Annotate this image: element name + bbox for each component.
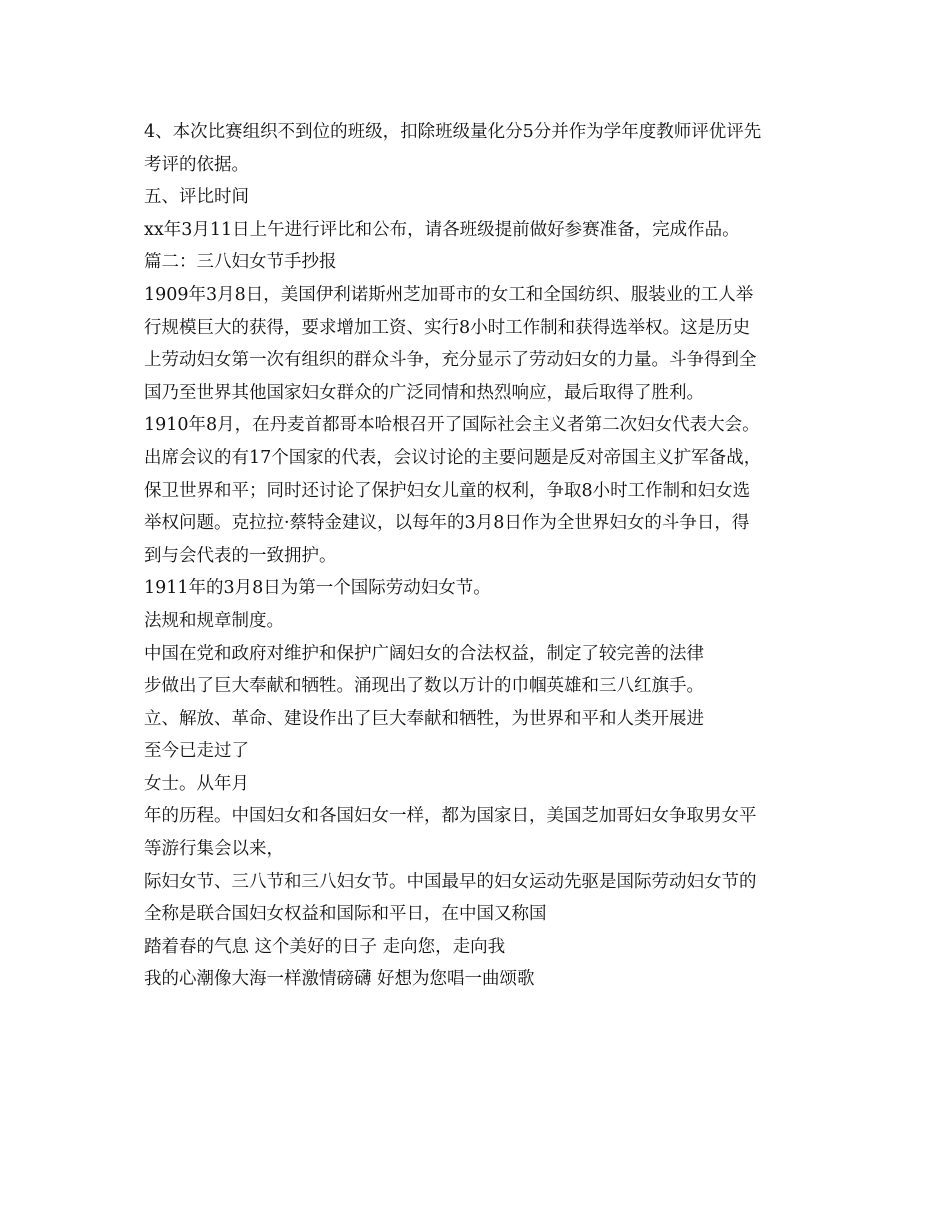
- text-line: 中国在党和政府对维护和保护广阔妇女的合法权益，制定了较完善的法律: [144, 643, 704, 664]
- text-line: 上劳动妇女第一次有组织的群众斗争，充分显示了劳动妇女的力量。斗争得到全: [144, 350, 757, 371]
- text-line: 4、本次比赛组织不到位的班级，扣除班级量化分5分并作为学年度教师评优评先: [144, 122, 762, 142]
- text-line: 立、解放、革命、建设作出了巨大奉献和牺牲，为世界和平和人类开展进: [144, 708, 704, 729]
- text-line: 国乃至世界其他国家妇女群众的广泛同情和热烈响应，最后取得了胜利。: [144, 382, 704, 403]
- text-line: 年的历程。中国妇女和各国妇女一样，都为国家日，美国芝加哥妇女争取男女平: [144, 806, 757, 827]
- text-line: 步做出了巨大奉献和牺牲。涌现出了数以万计的巾帼英雄和三八红旗手。: [144, 676, 704, 697]
- article-heading: 篇二：三八妇女节手抄报: [144, 252, 337, 273]
- poem-line: 我的心潮像大海一样激情磅礴 好想为您唱一曲颂歌: [144, 969, 535, 990]
- text-line: 行规模巨大的获得，要求增加工资、实行8小时工作制和获得选举权。这是历史: [144, 317, 751, 338]
- text-line: 至今已走过了: [144, 741, 249, 762]
- text-line: 际妇女节、三八节和三八妇女节。中国最早的妇女运动先驱是国际劳动妇女节的: [144, 871, 757, 892]
- text-line: 保卫世界和平；同时还讨论了保护妇女儿童的权利，争取8小时工作制和妇女选: [144, 480, 751, 501]
- text-line: 出席会议的有17个国家的代表，会议讨论的主要问题是反对帝国主义扩军备战，: [144, 447, 762, 468]
- text-line: 1911年的3月8日为第一个国际劳动妇女节。: [144, 578, 491, 599]
- text-line: xx年3月11日上午进行评比和公布，请各班级提前做好参赛准备，完成作品。: [144, 219, 740, 240]
- section-heading: 五、评比时间: [144, 187, 249, 208]
- text-line: 举权问题。克拉拉·蔡特金建议，以每年的3月8日作为全世界妇女的斗争日，得: [144, 513, 750, 534]
- document-body: [144, 116, 824, 996]
- text-line: 1909年3月8日，美国伊利诺斯州芝加哥市的女工和全国纺织、服装业的工人举: [144, 284, 754, 305]
- text-line: 考评的依据。: [144, 154, 249, 175]
- text-line: 等游行集会以来，: [144, 839, 284, 860]
- text-line: 到与会代表的一致拥护。: [144, 545, 337, 566]
- text-line: 法规和规章制度。: [144, 610, 284, 631]
- poem-line: 踏着春的气息 这个美好的日子 走向您，走向我: [144, 936, 506, 957]
- text-line: 1910年8月，在丹麦首都哥本哈根召开了国际社会主义者第二次妇女代表大会。: [144, 415, 760, 436]
- text-line: 女士。从年月: [144, 773, 249, 794]
- text-line: 全称是联合国妇女权益和国际和平日，在中国又称国: [144, 904, 547, 925]
